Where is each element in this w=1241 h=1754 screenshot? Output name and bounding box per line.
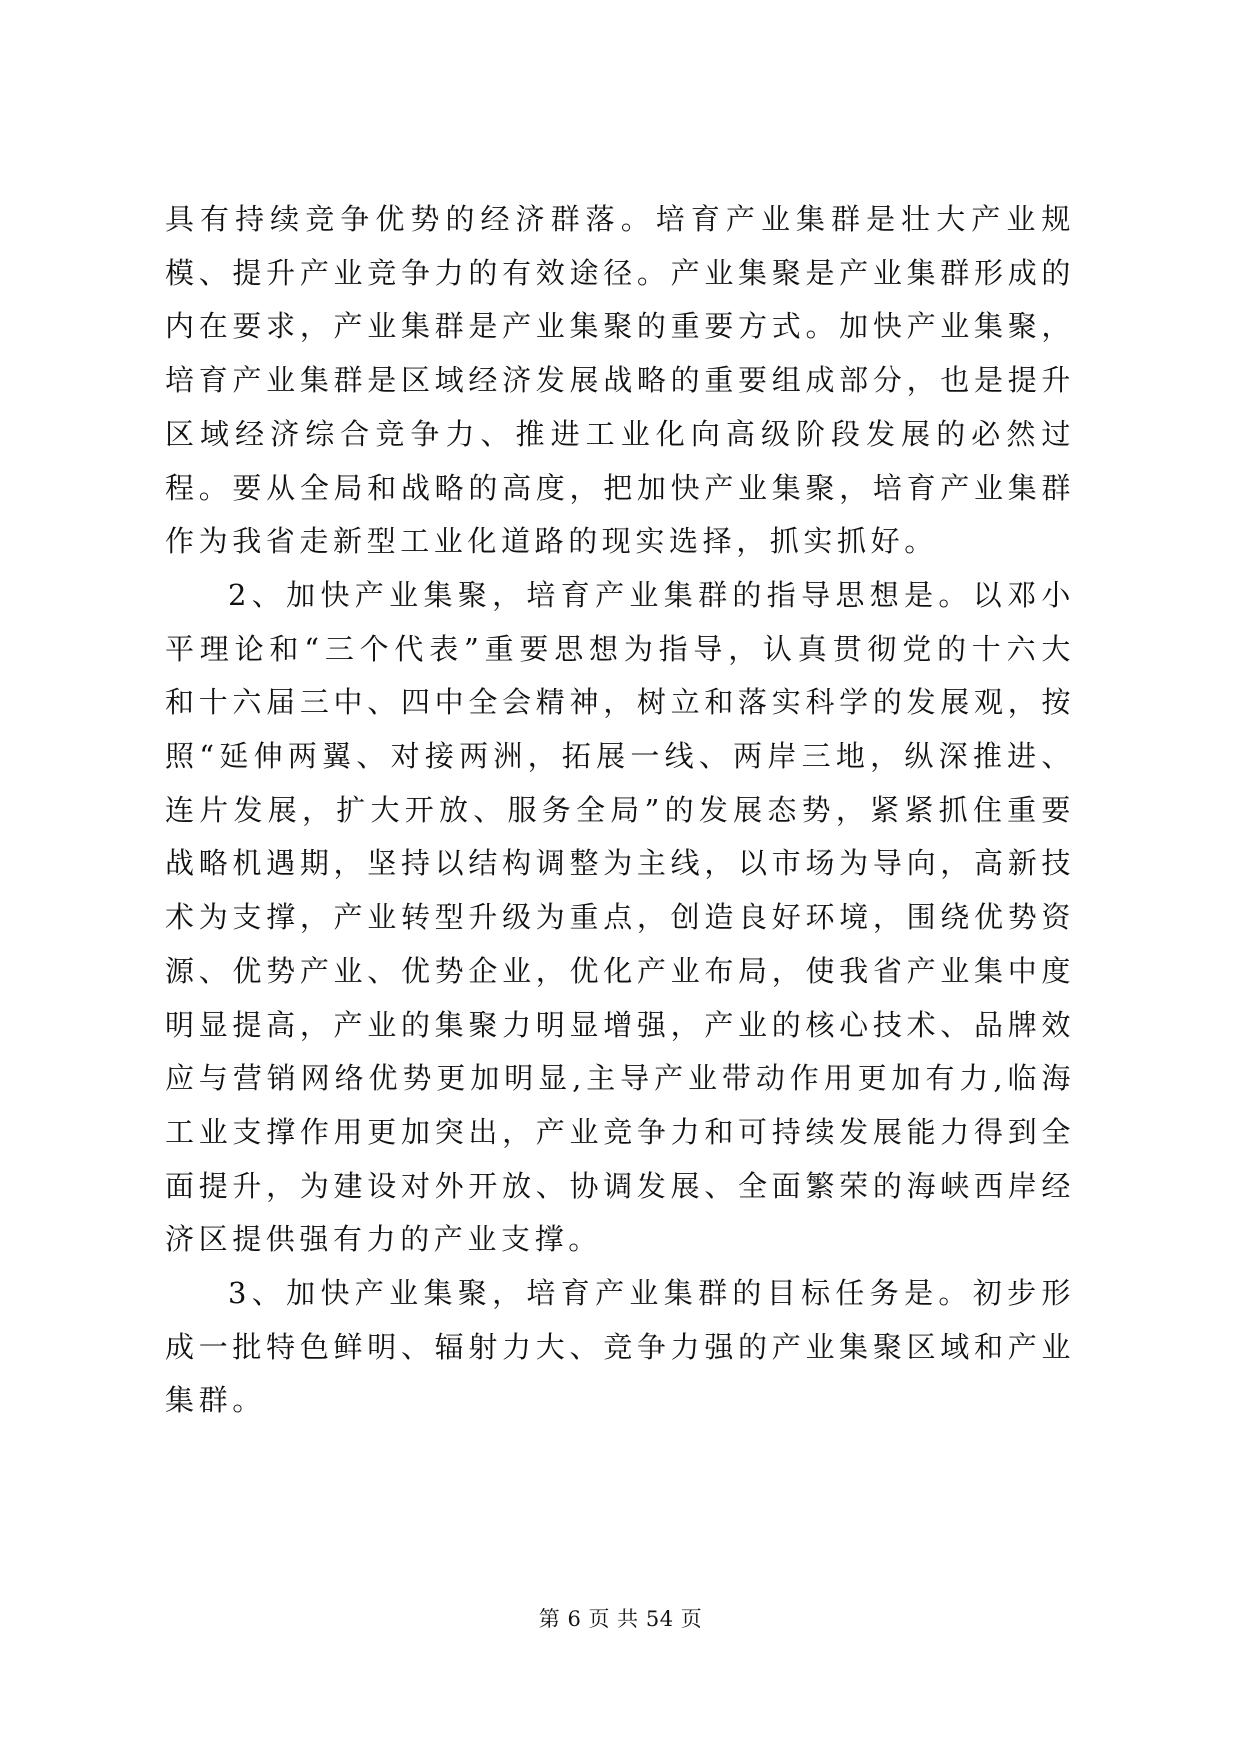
document-body — [165, 193, 1075, 1428]
paragraph-1: 具有持续竞争优势的经济群落。培育产业集群是壮大产业规模、提升产业竞争力的有效途径。产业集聚是产业集群形成的内在要求，产业集群是产业集聚的重要方式。加快产业集聚，培育产业集群是区域经济发展战略的重要组成部分，也是提升区域经济综合竞争力、推进工业化向高级阶段发展的必然过程。要从全局和战略的高度，把加快产业集聚，培育产业集群作为我省走新型工业化道路的现实选择，抓实抓好。 — [165, 202, 1075, 559]
paragraph-3: 3、加快产业集聚，培育产业集群的目标任务是。初步形成一批特色鲜明、辐射力大、竞争力强的产业集聚区域和产业集群。 — [165, 1276, 1075, 1418]
page-number-footer: 第 6 页 共 54 页 — [538, 1607, 703, 1631]
paragraph-2: 2、加快产业集聚，培育产业集群的指导思想是。以邓小平理论和“三个代表”重要思想为指导，认真贯彻党的十六大和十六届三中、四中全会精神，树立和落实科学的发展观，按照“延伸两翼、对接两洲，拓展一线、两岸三地，纵深推进、连片发展，扩大开放、服务全局”的发展态势，紧紧抓住重要战略机遇期，坚持以结构调整为主线，以市场为导向，高新技术为支撑，产业转型升级为重点，创造良好环境，围绕优势资源、优势产业、优势企业，优化产业布局，使我省产业集中度明显提高，产业的集聚力明显增强，产业的核心技术、品牌效应与营销网络优势更加明显,主导产业带动作用更加有力,临海工业支撑作用更加突出，产业竞争力和可持续发展能力得到全面提升，为建设对外开放、协调发展、全面繁荣的海峡西岸经济区提供强有力的产业支撑。 — [165, 577, 1075, 1257]
